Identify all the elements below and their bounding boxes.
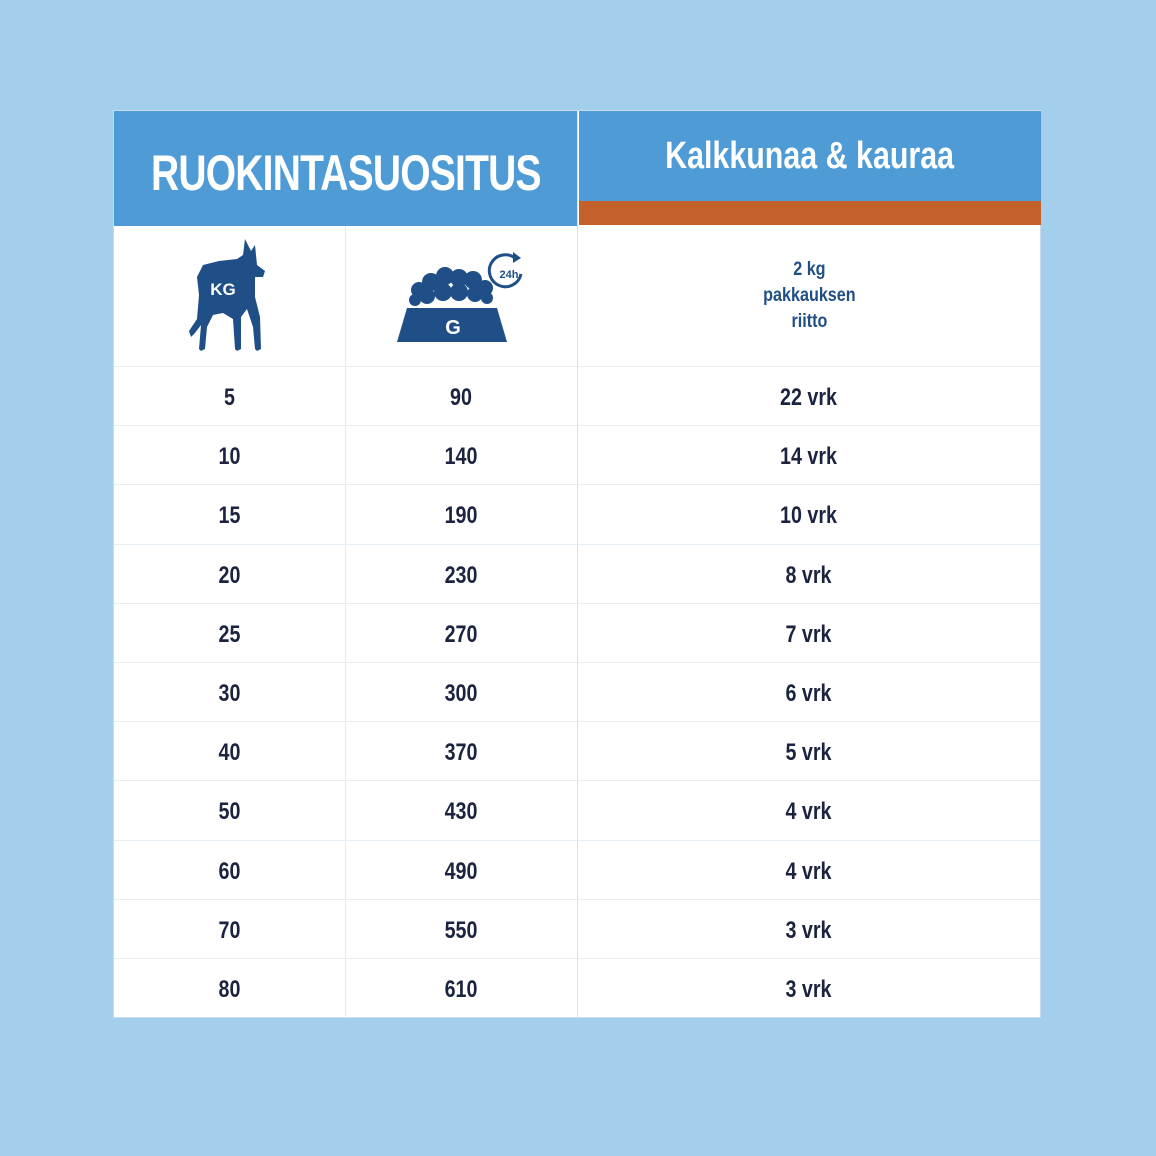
header-title-panel (114, 111, 577, 226)
product-name: Kalkkunaa & kauraa (665, 134, 955, 177)
clock-icon-label: 24h (499, 269, 518, 281)
duration-cell: 4 vrk (785, 798, 832, 826)
grams-cell: 490 (444, 857, 478, 885)
table-row (114, 958, 1040, 1017)
grams-header-cell (346, 226, 577, 366)
clock-24h-icon (489, 252, 521, 287)
package-header-cell (578, 226, 1040, 366)
weight-cell: 80 (218, 975, 241, 1003)
table-row (114, 544, 1040, 603)
weight-cell: 70 (218, 916, 241, 944)
dog-icon (185, 237, 275, 355)
table-row (114, 603, 1040, 662)
grams-cell: 550 (444, 916, 478, 944)
duration-cell: 6 vrk (785, 680, 832, 708)
feeding-table-body (114, 366, 1040, 1017)
duration-cell: 14 vrk (780, 443, 837, 471)
duration-cell: 22 vrk (780, 384, 837, 412)
weight-cell: 60 (218, 857, 241, 885)
dog-icon-label: KG (209, 280, 236, 299)
product-accent-stripe (579, 201, 1041, 225)
weight-cell: 25 (218, 620, 241, 648)
table-row (114, 899, 1040, 958)
table-row (114, 366, 1040, 425)
grams-cell: 190 (444, 502, 478, 530)
page-title: RUOKINTASUOSITUS (150, 144, 541, 201)
weight-cell: 20 (218, 561, 241, 589)
weight-header-cell (114, 226, 345, 366)
grams-cell: 270 (444, 620, 478, 648)
grams-cell: 370 (444, 739, 478, 767)
table-row (114, 780, 1040, 839)
header-product-panel (579, 111, 1041, 201)
table-row (114, 425, 1040, 484)
grams-cell: 230 (444, 561, 478, 589)
grams-cell: 90 (450, 384, 472, 412)
weight-cell: 30 (218, 680, 241, 708)
duration-cell: 3 vrk (785, 916, 832, 944)
package-label-line: riitto (791, 311, 827, 332)
duration-cell: 10 vrk (780, 502, 837, 530)
table-row (114, 484, 1040, 543)
duration-cell: 3 vrk (785, 975, 832, 1003)
grams-cell: 610 (444, 975, 478, 1003)
duration-cell: 7 vrk (785, 620, 832, 648)
duration-cell: 5 vrk (785, 739, 832, 767)
feeding-table-card (113, 110, 1041, 1018)
weight-cell: 15 (218, 502, 241, 530)
package-duration-label (763, 257, 855, 335)
duration-cell: 8 vrk (785, 561, 832, 589)
grams-cell: 300 (444, 680, 478, 708)
table-row (114, 840, 1040, 899)
grams-cell: 140 (444, 443, 478, 471)
weight-cell: 5 (224, 384, 235, 412)
weight-cell: 40 (218, 739, 241, 767)
package-size: 2 kg (792, 259, 826, 280)
bowl-icon-label: G (444, 317, 461, 339)
package-label-line: pakkauksen (762, 285, 856, 306)
table-row (114, 662, 1040, 721)
weight-cell: 50 (218, 798, 241, 826)
food-bowl-icon (387, 246, 537, 346)
table-row (114, 721, 1040, 780)
duration-cell: 4 vrk (785, 857, 832, 885)
weight-cell: 10 (218, 443, 241, 471)
grams-cell: 430 (444, 798, 478, 826)
